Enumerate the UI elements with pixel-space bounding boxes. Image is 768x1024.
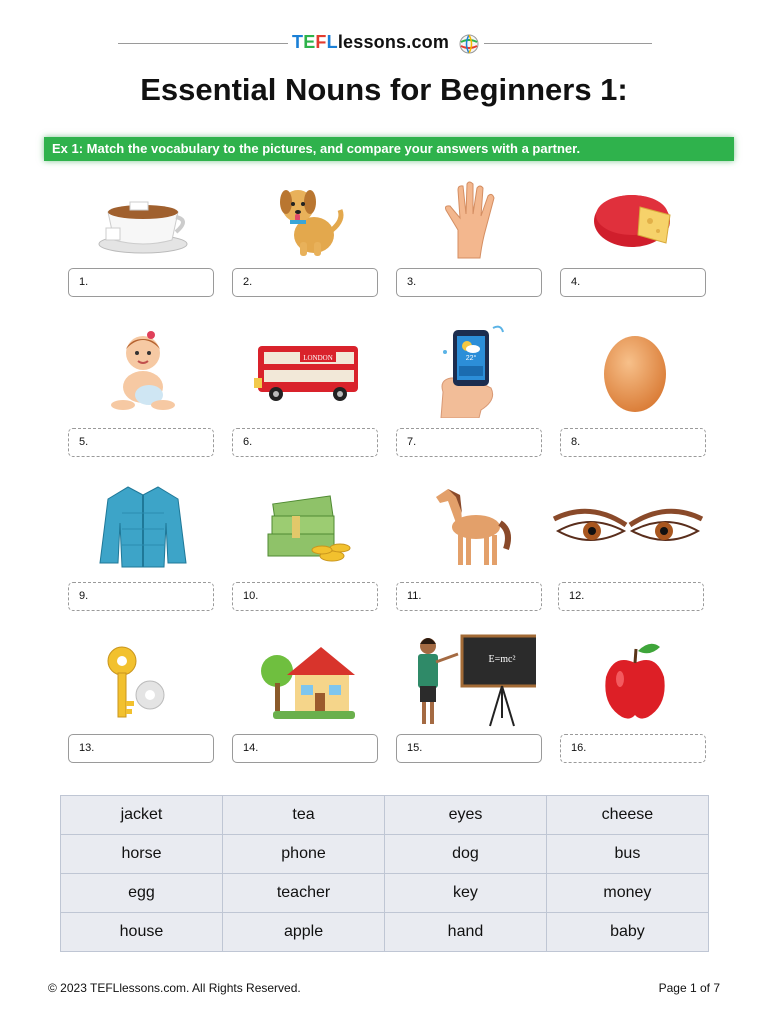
answer-field[interactable] xyxy=(396,268,542,297)
item-number: 13. xyxy=(79,742,95,754)
picture-slot xyxy=(396,322,546,418)
vocab-word: money xyxy=(546,874,708,913)
picture-slot xyxy=(560,638,710,724)
vocab-row xyxy=(61,913,709,952)
answer-field[interactable] xyxy=(68,734,214,763)
picture-slot xyxy=(232,332,382,412)
picture-slot xyxy=(548,486,708,566)
item-number: 15. xyxy=(407,742,423,754)
item-number: 8. xyxy=(571,436,581,448)
vocab-word: tea xyxy=(222,796,384,835)
picture-slot xyxy=(68,486,218,566)
answer-field[interactable] xyxy=(396,734,542,763)
footer-copyright: © 2023 TEFLlessons.com. All Rights Reserved. xyxy=(48,981,301,995)
picture-slot xyxy=(396,486,546,566)
vocab-word: cheese xyxy=(546,796,708,835)
answer-field[interactable] xyxy=(68,582,214,611)
vocab-row xyxy=(61,835,709,874)
horse-icon xyxy=(426,483,516,569)
answer-field[interactable] xyxy=(396,428,542,457)
vocab-word: bus xyxy=(546,835,708,874)
hand-icon xyxy=(436,180,506,260)
divider-right xyxy=(484,43,652,44)
picture-slot xyxy=(396,180,546,260)
vocab-word: eyes xyxy=(385,796,547,835)
picture-slot xyxy=(68,638,218,724)
vocab-word: house xyxy=(61,913,223,952)
answer-field[interactable] xyxy=(68,268,214,297)
brand-header xyxy=(0,32,768,56)
item-number: 12. xyxy=(569,590,585,602)
item-number: 3. xyxy=(407,276,417,288)
footer-page-number: Page 1 of 7 xyxy=(658,981,720,995)
divider-left xyxy=(118,43,288,44)
picture-slot xyxy=(232,486,382,566)
picture-slot xyxy=(560,180,710,260)
baby-icon xyxy=(103,329,183,415)
answer-field[interactable] xyxy=(232,428,378,457)
brand-logo-text xyxy=(292,32,449,53)
vocab-word: teacher xyxy=(222,874,384,913)
item-number: 1. xyxy=(79,276,89,288)
answer-field[interactable] xyxy=(396,582,542,611)
dog-icon xyxy=(262,180,352,260)
item-number: 4. xyxy=(571,276,581,288)
item-number: 14. xyxy=(243,742,259,754)
picture-slot xyxy=(560,332,710,412)
vocab-row xyxy=(61,796,709,835)
bus-icon xyxy=(252,340,362,404)
phone-temp-text: 22° xyxy=(465,355,477,362)
item-number: 5. xyxy=(79,436,89,448)
vocab-word: horse xyxy=(61,835,223,874)
vocabulary-table xyxy=(60,795,709,952)
item-number: 10. xyxy=(243,590,259,602)
brand-name-rest: lessons.com xyxy=(337,32,450,52)
picture-slot xyxy=(232,180,382,260)
vocab-word: egg xyxy=(61,874,223,913)
bus-sign-text: LONDON xyxy=(303,354,333,362)
item-number: 2. xyxy=(243,276,253,288)
answer-field[interactable] xyxy=(560,734,706,763)
jacket-icon xyxy=(98,483,188,569)
house-icon xyxy=(257,639,357,723)
picture-slot xyxy=(396,632,546,728)
item-number: 9. xyxy=(79,590,89,602)
money-icon xyxy=(262,486,352,566)
cheese-icon xyxy=(590,185,680,255)
vocab-word: jacket xyxy=(61,796,223,835)
vocab-word: baby xyxy=(546,913,708,952)
vocab-word: apple xyxy=(222,913,384,952)
tea-cup-icon xyxy=(88,184,198,256)
eyes-icon xyxy=(550,501,706,551)
item-number: 11. xyxy=(407,590,422,602)
answer-field[interactable] xyxy=(560,268,706,297)
picture-slot xyxy=(68,332,218,412)
teacher-icon xyxy=(406,632,536,728)
answer-field[interactable] xyxy=(558,582,704,611)
item-number: 6. xyxy=(243,436,253,448)
brand-letter-t: T xyxy=(292,32,304,52)
item-number: 7. xyxy=(407,436,417,448)
brand-letter-f: F xyxy=(315,32,327,52)
answer-field[interactable] xyxy=(232,734,378,763)
phone-icon xyxy=(431,322,511,418)
exercise-instruction-bar: Ex 1: Match the vocabulary to the pictures, and compare your answers with a partner. xyxy=(44,137,734,161)
board-formula-text: E=mc² xyxy=(488,654,516,665)
brand-letter-l: L xyxy=(326,32,338,52)
vocab-word: dog xyxy=(385,835,547,874)
globe-icon xyxy=(459,34,479,54)
vocab-word: key xyxy=(385,874,547,913)
item-number: 16. xyxy=(571,742,587,754)
egg-icon xyxy=(600,330,670,414)
vocab-row xyxy=(61,874,709,913)
page-title: Essential Nouns for Beginners 1: xyxy=(140,72,628,107)
apple-icon xyxy=(600,639,670,723)
vocab-word: phone xyxy=(222,835,384,874)
vocab-word: hand xyxy=(385,913,547,952)
answer-field[interactable] xyxy=(232,268,378,297)
answer-field[interactable] xyxy=(68,428,214,457)
answer-field[interactable] xyxy=(560,428,706,457)
key-icon xyxy=(98,639,188,723)
answer-field[interactable] xyxy=(232,582,378,611)
brand-letter-e: E xyxy=(303,32,316,52)
picture-slot xyxy=(68,180,218,260)
picture-slot xyxy=(232,638,382,724)
